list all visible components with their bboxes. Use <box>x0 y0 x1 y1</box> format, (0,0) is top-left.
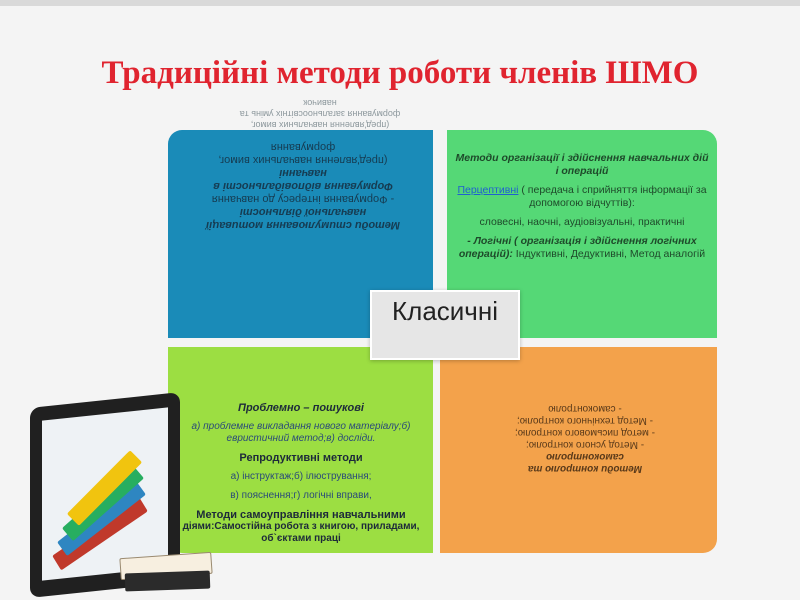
control-item: - метод письмового контролю; <box>515 427 655 438</box>
repro-items-1: а) інструктаж;б) ілюстрування; <box>230 471 372 482</box>
control-item: - Метод усного контролю; <box>525 439 645 450</box>
tablet-screen <box>42 407 168 580</box>
quadrant-search-methods <box>168 347 433 553</box>
book-stack-icon <box>125 571 211 592</box>
self-heading: Методи самоуправління навчальними <box>196 509 406 521</box>
repro-items-2: в) пояснення;г) логічні вправи, <box>230 490 372 501</box>
motivation-item: (пред'явлення навчальних вимог, формування <box>218 141 388 166</box>
perceptive-link[interactable]: Перцептивні <box>457 184 519 196</box>
control-item: - самоконтролю <box>548 403 622 414</box>
quadrant-organization-text <box>453 152 711 267</box>
perceptive-line <box>453 184 711 210</box>
self-text: діями:Самостійна робота з книгою, приладами, об`єктами праці <box>182 521 420 544</box>
problem-heading: Проблемно – пошукові <box>238 402 364 414</box>
logical-line <box>453 235 711 261</box>
top-stripe <box>0 0 800 6</box>
control-item: - Метод технічного контролю; <box>517 415 653 426</box>
motivation-heading: Методи стимулювання мотивації навчальної діяльності <box>205 206 401 231</box>
perceptive-list: словесні, наочні, аудіовізуальні, практичні <box>479 216 685 228</box>
quadrant-control-text <box>500 402 670 474</box>
mirrored-ghost-text: (пред'явлення навчальних вимог, формування загальноосвітніх умінь та навичок <box>239 98 401 130</box>
quadrant-control-methods <box>440 347 717 553</box>
control-heading: Методи контролю та самоконтролю <box>527 451 643 474</box>
quadrant-search-text <box>174 402 428 552</box>
repro-heading: Репродуктивні методи <box>239 452 363 464</box>
logical-list: Індуктивні, Дедуктивні, Метод аналогій <box>515 248 706 260</box>
logical-label: - Логічні ( організація і здійснення логічних операцій): <box>458 235 697 260</box>
organization-heading: Методи організації і здійснення навчальних дій і операцій <box>455 152 709 177</box>
perceptive-desc: ( передача і сприйняття інформації за допомогою відчуттів): <box>521 184 707 209</box>
center-label-box: Класичні <box>370 290 520 360</box>
motivation-item: Формування відповідальності в навчанні <box>213 167 393 192</box>
page-title: Традиційні методи роботи членів ШМО <box>101 55 699 91</box>
quadrant-motivation-text <box>198 140 408 231</box>
motivation-item: - Формування інтересу до навчання <box>211 193 395 205</box>
problem-items: а) проблемне викладання нового матеріалу;б) евристичний метод;в) досліди. <box>191 421 411 444</box>
